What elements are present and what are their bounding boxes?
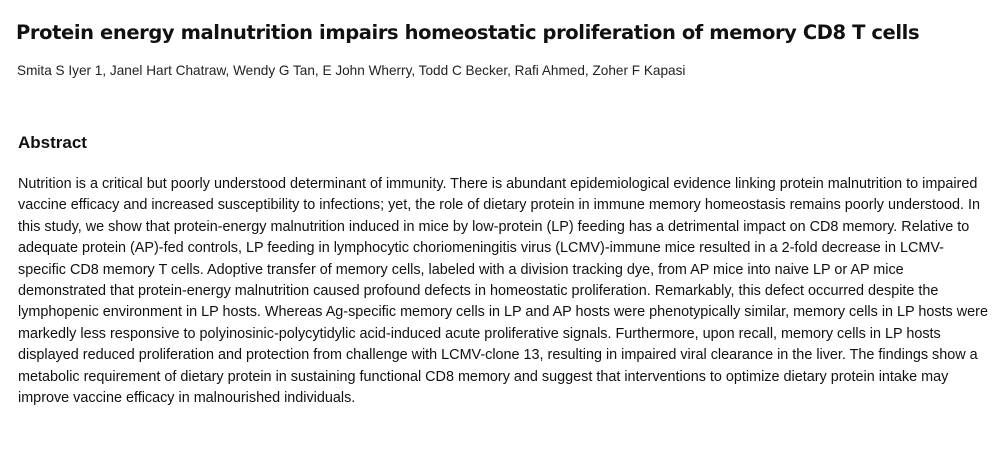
abstract-heading: Abstract [18, 133, 87, 152]
author-list: Smita S Iyer 1, Janel Hart Chatraw, Wendy G Tan, E John Wherry, Todd C Becker, Rafi Ahmed, Zoher F Kapasi [17, 63, 686, 78]
abstract-text: Nutrition is a critical but poorly understood determinant of immunity. There is abundant epidemiological evidence linking protein malnutrition to impaired vaccine efficacy and increased susceptibility to infections; yet, the role of dietary protein in immune memory homeostasis remains poorly understood. In this study, we show that protein-energy malnutrition induced in mice by low-protein (LP) feeding has a detrimental impact on CD8 memory. Relative to adequate protein (AP)-fed controls, LP feeding in lymphocytic choriomeningitis virus (LCMV)-immune mice resulted in a 2-fold decrease in LCMV-specific CD8 memory T cells. Adoptive transfer of memory cells, labeled with a division tracking dye, from AP mice into naive LP or AP mice demonstrated that protein-energy malnutrition caused profound defects in homeostatic proliferation. Remarkably, this defect occurred despite the lymphopenic environment in LP hosts. Whereas Ag-specific memory cells in LP and AP hosts were phenotypically similar, memory cells in LP hosts were markedly less responsive to polyinosinic-polycytidylic acid-induced acute proliferative signals. Furthermore, upon recall, memory cells in LP hosts displayed reduced proliferation and protection from challenge with LCMV-clone 13, resulting in impaired viral clearance in the liver. The findings show a metabolic requirement of dietary protein in sustaining functional CD8 memory and suggest that interventions to optimize dietary protein intake may improve vaccine efficacy in malnourished individuals. [18, 176, 988, 407]
paper-title: Protein energy malnutrition impairs homeostatic proliferation of memory CD8 T cells [16, 21, 920, 44]
